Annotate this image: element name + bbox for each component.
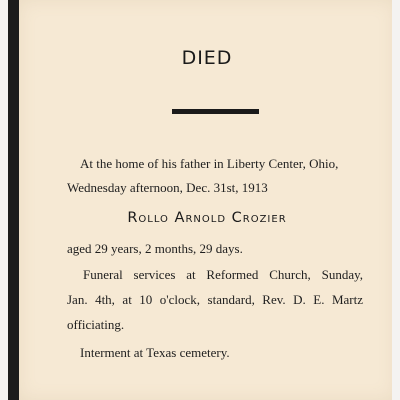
- interment-line: Interment at Texas cemetery.: [80, 345, 230, 360]
- deceased-name: Rollo Arnold Crozier: [127, 210, 287, 226]
- age-line: aged 29 years, 2 months, 29 days.: [67, 241, 243, 256]
- died-heading: DIED: [181, 47, 233, 69]
- black-rule: [172, 109, 259, 114]
- funeral-line-3: officiating.: [67, 317, 125, 332]
- place-line: At the home of his father in Liberty Center, Ohio,: [80, 156, 339, 171]
- funeral-line-2: Jan. 4th, at 10 o'clock, standard, Rev. D. E. Martz: [67, 292, 363, 307]
- funeral-line-1: Funeral services at Reformed Church, Sunday,: [83, 267, 363, 282]
- card-paper: [19, 0, 392, 400]
- date-line: Wednesday afternoon, Dec. 31st, 1913: [67, 180, 268, 195]
- mourning-card-border: [8, 0, 392, 400]
